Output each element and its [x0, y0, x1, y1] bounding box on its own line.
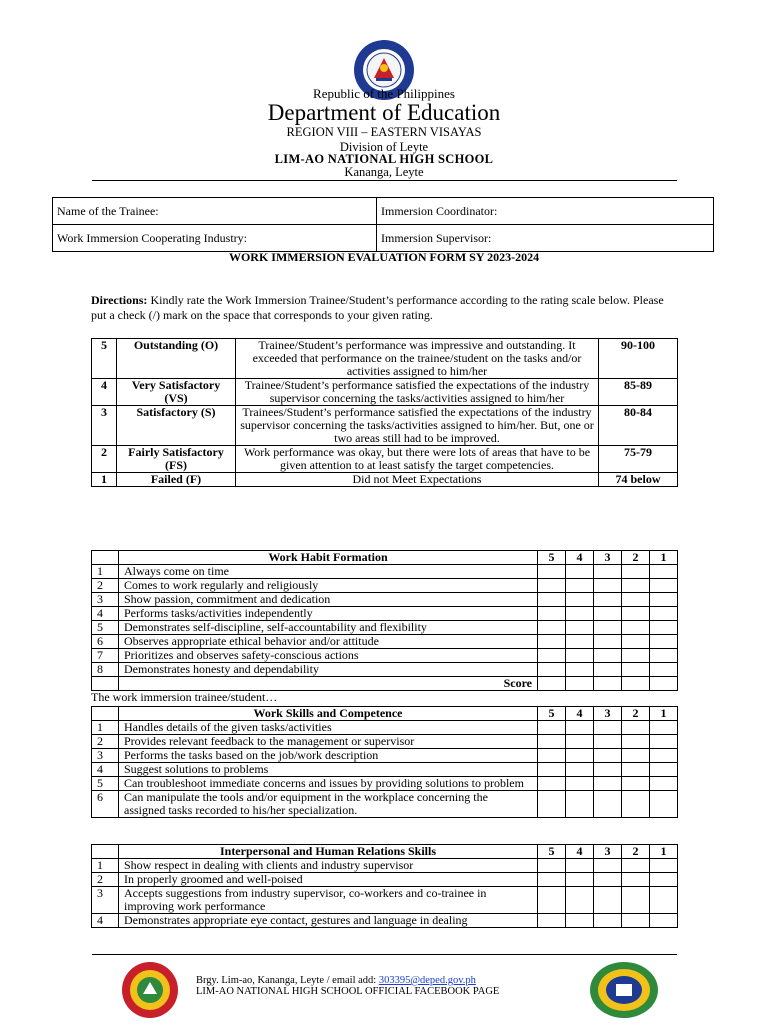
table-row — [92, 621, 678, 635]
rating-checkbox-cell[interactable] — [650, 791, 678, 818]
table-row — [92, 735, 678, 749]
rating-checkbox-cell[interactable] — [650, 859, 678, 873]
rating-checkbox-cell[interactable] — [538, 635, 566, 649]
item-number: 1 — [92, 565, 119, 579]
rating-checkbox-cell[interactable] — [622, 763, 650, 777]
rating-checkbox-cell[interactable] — [566, 635, 594, 649]
rating-checkbox-cell[interactable] — [650, 887, 678, 914]
table-row — [92, 593, 678, 607]
scale-column-header: 1 — [650, 707, 678, 721]
scale-column-header: 4 — [566, 551, 594, 565]
item-text: Can troubleshoot immediate concerns and issues by providing solutions to problem — [119, 777, 538, 791]
industry-field[interactable]: Work Immersion Cooperating Industry: — [53, 225, 377, 252]
table-row — [92, 791, 678, 818]
rating-checkbox-cell[interactable] — [566, 873, 594, 887]
rating-checkbox-cell[interactable] — [538, 579, 566, 593]
rating-checkbox-cell[interactable] — [594, 873, 622, 887]
table-row — [92, 663, 678, 677]
header-blank — [92, 707, 119, 721]
rating-checkbox-cell[interactable] — [622, 749, 650, 763]
rating-checkbox-cell[interactable] — [622, 914, 650, 928]
table-row — [92, 749, 678, 763]
rating-label: Satisfactory (S) — [117, 406, 236, 446]
item-text: In properly groomed and well-poised — [119, 873, 538, 887]
rating-checkbox-cell[interactable] — [566, 663, 594, 677]
work-skills-table — [91, 706, 678, 818]
rating-row — [92, 379, 678, 406]
item-number: 2 — [92, 735, 119, 749]
scale-column-header: 3 — [594, 845, 622, 859]
trainee-intro-text: The work immersion trainee/student… — [91, 690, 278, 704]
rating-checkbox-cell[interactable] — [566, 593, 594, 607]
rating-number: 5 — [92, 339, 117, 379]
rating-label: Failed (F) — [117, 473, 236, 487]
rating-checkbox-cell[interactable] — [594, 749, 622, 763]
rating-checkbox-cell[interactable] — [566, 721, 594, 735]
rating-checkbox-cell[interactable] — [594, 791, 622, 818]
form-title: WORK IMMERSION EVALUATION FORM SY 2023-2024 — [228, 250, 540, 264]
rating-checkbox-cell[interactable] — [538, 621, 566, 635]
rating-checkbox-cell[interactable] — [622, 735, 650, 749]
rating-checkbox-cell[interactable] — [594, 887, 622, 914]
section-title: Interpersonal and Human Relations Skills — [119, 845, 538, 859]
table-row — [92, 649, 678, 663]
rating-checkbox-cell[interactable] — [650, 721, 678, 735]
supervisor-field[interactable]: Immersion Supervisor: — [377, 225, 714, 252]
rating-checkbox-cell[interactable] — [594, 763, 622, 777]
division-text: Division of Leyte — [339, 140, 429, 154]
scale-column-header: 5 — [538, 845, 566, 859]
department-title: Department of Education — [267, 100, 501, 125]
score-label: Score — [119, 677, 538, 691]
rating-checkbox-cell[interactable] — [594, 735, 622, 749]
rating-checkbox-cell[interactable] — [594, 777, 622, 791]
rating-checkbox-cell[interactable] — [650, 663, 678, 677]
rating-row — [92, 339, 678, 379]
item-text: Can manipulate the tools and/or equipment in the workplace concerning the assigned tasks recorded to his/her specialization. — [119, 791, 538, 818]
rating-checkbox-cell[interactable] — [538, 763, 566, 777]
rating-checkbox-cell[interactable] — [566, 749, 594, 763]
rating-checkbox-cell[interactable] — [622, 649, 650, 663]
rating-checkbox-cell[interactable] — [622, 635, 650, 649]
rating-range: 74 below — [599, 473, 678, 487]
rating-checkbox-cell[interactable] — [538, 859, 566, 873]
score-row — [92, 677, 678, 691]
rating-checkbox-cell[interactable] — [538, 749, 566, 763]
rating-checkbox-cell[interactable] — [566, 579, 594, 593]
rating-checkbox-cell[interactable] — [594, 914, 622, 928]
item-number: 3 — [92, 887, 119, 914]
rating-checkbox-cell[interactable] — [594, 859, 622, 873]
rating-checkbox-cell[interactable] — [622, 579, 650, 593]
scale-column-header: 2 — [622, 707, 650, 721]
score-blank — [92, 677, 119, 691]
item-number: 3 — [92, 749, 119, 763]
rating-checkbox-cell[interactable] — [594, 649, 622, 663]
rating-checkbox-cell[interactable] — [650, 873, 678, 887]
item-text: Provides relevant feedback to the management or supervisor — [119, 735, 538, 749]
rating-scale-table — [91, 338, 678, 487]
table-row — [92, 859, 678, 873]
rating-checkbox-cell[interactable] — [566, 777, 594, 791]
rating-checkbox-cell[interactable] — [538, 777, 566, 791]
table-row — [92, 579, 678, 593]
rating-checkbox-cell[interactable] — [650, 565, 678, 579]
rating-checkbox-cell[interactable] — [566, 735, 594, 749]
item-text: Suggest solutions to problems — [119, 763, 538, 777]
table-row — [92, 721, 678, 735]
rating-checkbox-cell[interactable] — [622, 777, 650, 791]
item-text: Comes to work regularly and religiously — [119, 579, 538, 593]
rating-checkbox-cell[interactable] — [622, 621, 650, 635]
item-number: 2 — [92, 579, 119, 593]
rating-checkbox-cell[interactable] — [650, 735, 678, 749]
rating-checkbox-cell[interactable] — [538, 721, 566, 735]
ateamup-logo-icon — [588, 960, 660, 1020]
scale-column-header: 3 — [594, 707, 622, 721]
item-number: 2 — [92, 873, 119, 887]
table-row — [92, 565, 678, 579]
rating-checkbox-cell[interactable] — [538, 873, 566, 887]
item-number: 3 — [92, 593, 119, 607]
item-text: Show respect in dealing with clients and industry supervisor — [119, 859, 538, 873]
rating-checkbox-cell[interactable] — [538, 887, 566, 914]
table-row — [92, 873, 678, 887]
rating-checkbox-cell[interactable] — [594, 663, 622, 677]
score-cell[interactable] — [594, 677, 622, 691]
directions-label: Directions: — [91, 293, 148, 307]
rating-checkbox-cell[interactable] — [566, 914, 594, 928]
item-number: 4 — [92, 914, 119, 928]
rating-number: 4 — [92, 379, 117, 406]
rating-number: 1 — [92, 473, 117, 487]
header-blank — [92, 551, 119, 565]
rating-checkbox-cell[interactable] — [622, 607, 650, 621]
item-number: 1 — [92, 721, 119, 735]
item-text: Always come on time — [119, 565, 538, 579]
rating-checkbox-cell[interactable] — [650, 579, 678, 593]
rating-checkbox-cell[interactable] — [566, 649, 594, 663]
rating-checkbox-cell[interactable] — [566, 887, 594, 914]
item-number: 5 — [92, 777, 119, 791]
rating-checkbox-cell[interactable] — [650, 593, 678, 607]
score-cell[interactable] — [622, 677, 650, 691]
table-row — [92, 635, 678, 649]
rating-checkbox-cell[interactable] — [650, 635, 678, 649]
rating-checkbox-cell[interactable] — [566, 565, 594, 579]
rating-checkbox-cell[interactable] — [566, 763, 594, 777]
item-number: 7 — [92, 649, 119, 663]
rating-range: 75-79 — [599, 446, 678, 473]
rating-row — [92, 446, 678, 473]
school-logo-icon — [117, 960, 183, 1020]
table-row — [92, 887, 678, 914]
rating-checkbox-cell[interactable] — [566, 791, 594, 818]
scale-column-header: 1 — [650, 551, 678, 565]
item-number: 5 — [92, 621, 119, 635]
score-cell[interactable] — [538, 677, 566, 691]
table-row — [92, 763, 678, 777]
header-blank — [92, 845, 119, 859]
item-text: Accepts suggestions from industry supervisor, co-workers and co-trainee in improving work performance — [119, 887, 538, 914]
rating-description: Work performance was okay, but there were lots of areas that have to be given attention to at least satisfy the target competencies. — [236, 446, 599, 473]
rating-checkbox-cell[interactable] — [594, 607, 622, 621]
item-text: Handles details of the given tasks/activities — [119, 721, 538, 735]
rating-checkbox-cell[interactable] — [538, 607, 566, 621]
rating-checkbox-cell[interactable] — [622, 873, 650, 887]
footer-divider — [92, 954, 677, 955]
rating-checkbox-cell[interactable] — [538, 735, 566, 749]
table-header-row — [92, 707, 678, 721]
scale-column-header: 5 — [538, 551, 566, 565]
item-number: 8 — [92, 663, 119, 677]
rating-number: 2 — [92, 446, 117, 473]
region-text: REGION VIII – EASTERN VISAYAS — [286, 125, 482, 139]
rating-range: 85-89 — [599, 379, 678, 406]
table-header-row — [92, 845, 678, 859]
rating-description: Did not Meet Expectations — [236, 473, 599, 487]
rating-checkbox-cell[interactable] — [622, 859, 650, 873]
rating-label: Fairly Satisfactory (FS) — [117, 446, 236, 473]
republic-text: Republic of the Philippines — [313, 86, 455, 101]
rating-checkbox-cell[interactable] — [650, 621, 678, 635]
item-number: 1 — [92, 859, 119, 873]
item-text: Performs the tasks based on the job/work description — [119, 749, 538, 763]
rating-checkbox-cell[interactable] — [650, 914, 678, 928]
trainee-info-table — [52, 197, 714, 252]
rating-checkbox-cell[interactable] — [566, 607, 594, 621]
rating-checkbox-cell[interactable] — [594, 635, 622, 649]
scale-column-header: 2 — [622, 551, 650, 565]
table-row — [92, 777, 678, 791]
table-header-row — [92, 551, 678, 565]
item-text: Show passion, commitment and dedication — [119, 593, 538, 607]
school-name: LIM-AO NATIONAL HIGH SCHOOL — [274, 152, 494, 166]
rating-checkbox-cell[interactable] — [594, 721, 622, 735]
item-text: Performs tasks/activities independently — [119, 607, 538, 621]
scale-column-header: 4 — [566, 707, 594, 721]
table-row — [92, 914, 678, 928]
rating-checkbox-cell[interactable] — [594, 565, 622, 579]
rating-checkbox-cell[interactable] — [538, 914, 566, 928]
rating-description: Trainee/Student’s performance satisfied the expectations of the industry supervisor concerning the tasks/activities assigned to him/her — [236, 379, 599, 406]
directions-text: Kindly rate the Work Immersion Trainee/Student’s performance according to the rating scale below. Please put a check (/) mark on the space that corresponds to your given rating. — [91, 293, 664, 322]
rating-checkbox-cell[interactable] — [650, 649, 678, 663]
scale-column-header: 5 — [538, 707, 566, 721]
rating-row — [92, 473, 678, 487]
rating-range: 80-84 — [599, 406, 678, 446]
item-number: 6 — [92, 791, 119, 818]
item-number: 6 — [92, 635, 119, 649]
town-text: Kananga, Leyte — [344, 165, 424, 179]
rating-checkbox-cell[interactable] — [650, 749, 678, 763]
item-text: Demonstrates appropriate eye contact, gestures and language in dealing — [119, 914, 538, 928]
rating-row — [92, 406, 678, 446]
header-divider — [92, 180, 677, 181]
rating-checkbox-cell[interactable] — [650, 777, 678, 791]
rating-checkbox-cell[interactable] — [622, 791, 650, 818]
rating-checkbox-cell[interactable] — [538, 791, 566, 818]
rating-description: Trainee/Student’s performance was impressive and outstanding. It exceeded that performance on the trainee/student on the tasks and/or activities assigned to him/her — [236, 339, 599, 379]
trainee-name-field[interactable]: Name of the Trainee: — [53, 198, 377, 225]
scale-column-header: 1 — [650, 845, 678, 859]
rating-checkbox-cell[interactable] — [566, 859, 594, 873]
rating-checkbox-cell[interactable] — [622, 663, 650, 677]
rating-checkbox-cell[interactable] — [566, 621, 594, 635]
email-link[interactable]: 303395@deped.gov.ph — [378, 975, 476, 986]
item-number: 4 — [92, 763, 119, 777]
facebook-page-text: LIM-AO NATIONAL HIGH SCHOOL OFFICIAL FACEBOOK PAGE — [196, 986, 500, 997]
rating-checkbox-cell[interactable] — [538, 663, 566, 677]
rating-checkbox-cell[interactable] — [594, 579, 622, 593]
score-cell[interactable] — [566, 677, 594, 691]
section-title: Work Skills and Competence — [119, 707, 538, 721]
rating-label: Outstanding (O) — [117, 339, 236, 379]
rating-checkbox-cell[interactable] — [538, 565, 566, 579]
rating-checkbox-cell[interactable] — [538, 593, 566, 607]
rating-checkbox-cell[interactable] — [538, 649, 566, 663]
section-title: Work Habit Formation — [119, 551, 538, 565]
item-number: 4 — [92, 607, 119, 621]
rating-checkbox-cell[interactable] — [622, 593, 650, 607]
item-text: Observes appropriate ethical behavior and/or attitude — [119, 635, 538, 649]
footer-address — [196, 975, 476, 986]
interpersonal-table — [91, 844, 678, 928]
rating-range: 90-100 — [599, 339, 678, 379]
table-row — [92, 607, 678, 621]
rating-checkbox-cell[interactable] — [650, 607, 678, 621]
item-text: Demonstrates honesty and dependability — [119, 663, 538, 677]
item-text: Prioritizes and observes safety-conscious actions — [119, 649, 538, 663]
scale-column-header: 3 — [594, 551, 622, 565]
directions — [91, 293, 681, 323]
rating-number: 3 — [92, 406, 117, 446]
rating-checkbox-cell[interactable] — [650, 763, 678, 777]
coordinator-field[interactable]: Immersion Coordinator: — [377, 198, 714, 225]
scale-column-header: 2 — [622, 845, 650, 859]
score-cell[interactable] — [650, 677, 678, 691]
work-habit-table — [91, 550, 678, 691]
rating-description: Trainees/Student’s performance satisfied the expectations of the industry supervisor concerning the tasks/activities assigned to him/her. But, one or two areas still had to be improved. — [236, 406, 599, 446]
scale-column-header: 4 — [566, 845, 594, 859]
rating-label: Very Satisfactory (VS) — [117, 379, 236, 406]
address-text: Brgy. Lim-ao, Kananga, Leyte / email add: — [196, 975, 379, 986]
item-text: Demonstrates self-discipline, self-accountability and flexibility — [119, 621, 538, 635]
rating-checkbox-cell[interactable] — [622, 565, 650, 579]
rating-checkbox-cell[interactable] — [622, 887, 650, 914]
rating-checkbox-cell[interactable] — [594, 593, 622, 607]
rating-checkbox-cell[interactable] — [622, 721, 650, 735]
rating-checkbox-cell[interactable] — [594, 621, 622, 635]
